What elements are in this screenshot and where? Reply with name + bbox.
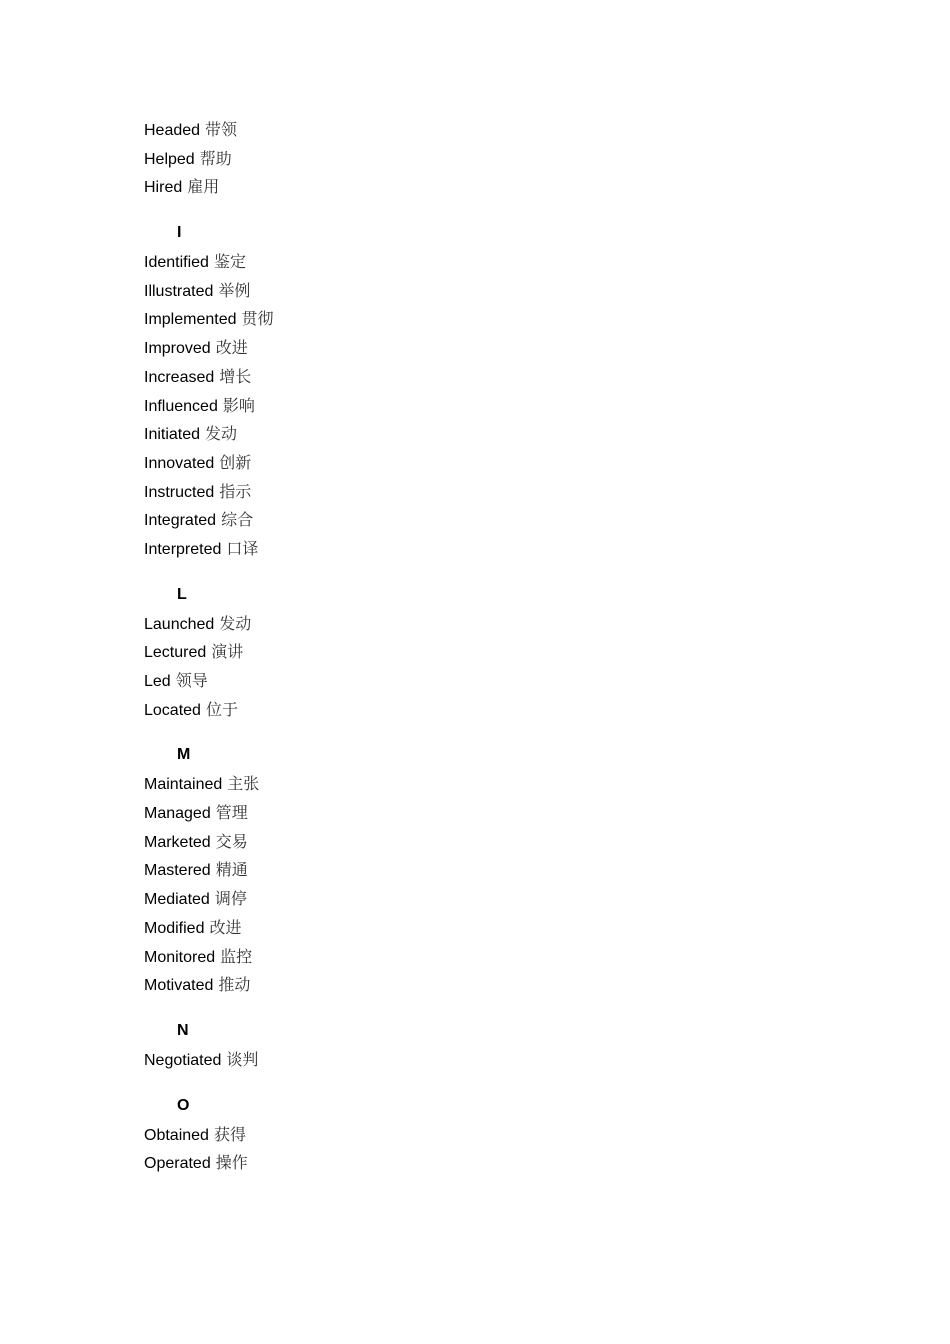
vocab-entry [144,535,844,564]
chinese-translation: 领导 [175,671,208,690]
vocab-entry [144,173,844,202]
english-word: Led [144,673,171,690]
chinese-translation: 主张 [227,774,260,794]
english-word: Influenced [144,397,218,415]
vocab-entry [144,116,844,145]
chinese-translation: 鉴定 [213,252,246,272]
chinese-translation: 调停 [214,889,247,909]
chinese-translation: 增长 [219,366,252,386]
vocab-entry [144,696,844,725]
vocab-entry [144,449,844,478]
letter-section [144,1091,844,1178]
vocab-entry [144,145,844,174]
chinese-translation: 位于 [205,699,238,719]
chinese-translation: 帮助 [199,148,232,168]
english-word: Initiated [144,426,201,444]
english-word: Mediated [144,891,210,909]
vocab-entry [144,420,844,449]
vocab-entry [144,334,844,363]
english-word: Obtained [144,1126,209,1144]
chinese-translation: 雇用 [187,177,220,197]
english-word: Located [144,701,201,719]
vocab-entry [144,667,844,696]
chinese-translation: 管理 [215,803,248,823]
english-word: Marketed [144,833,211,851]
chinese-translation: 影响 [222,395,255,415]
english-word: Improved [144,340,211,358]
english-word: Motivated [144,977,214,995]
vocab-entry [144,914,844,943]
vocab-entry [144,1046,844,1075]
letter-heading: I [177,224,182,242]
chinese-translation: 演讲 [211,642,244,662]
chinese-translation: 精通 [215,860,248,880]
chinese-translation: 综合 [221,510,254,530]
english-word: Lectured [144,644,207,662]
english-word: Identified [144,254,209,272]
english-word: Interpreted [144,540,222,558]
letter-section [144,116,844,202]
chinese-translation: 发动 [219,613,252,633]
letter-section [144,740,844,1000]
vocab-entry [144,943,844,972]
chinese-translation: 改进 [215,338,248,358]
english-word: Innovated [144,454,215,472]
letter-section [144,1016,844,1075]
chinese-translation: 推动 [218,975,251,995]
letter-heading: N [177,1021,189,1039]
chinese-translation: 发动 [205,424,238,444]
vocab-entry [144,1149,844,1178]
chinese-translation: 带领 [205,120,238,139]
letter-section [144,580,844,725]
english-word: Headed [144,122,201,139]
english-word: Illustrated [144,282,214,300]
english-word: Maintained [144,776,223,794]
chinese-translation: 口译 [226,538,259,558]
vocab-entry [144,885,844,914]
vocab-entry [144,305,844,334]
chinese-translation: 贯彻 [241,309,274,329]
chinese-translation: 创新 [219,452,252,472]
vocab-entry [144,770,844,799]
vocab-entry [144,971,844,1000]
chinese-translation: 指示 [219,481,252,501]
chinese-translation: 操作 [215,1153,248,1173]
chinese-translation: 谈判 [226,1049,259,1069]
chinese-translation: 获得 [213,1124,246,1144]
letter-heading: M [177,746,191,764]
vocab-entry [144,856,844,885]
chinese-translation: 交易 [215,831,248,851]
english-word: Mastered [144,862,211,880]
english-word: Helped [144,150,195,168]
vocab-entry [144,363,844,392]
letter-section [144,218,844,564]
vocab-entry [144,478,844,507]
vocab-entry [144,506,844,535]
letter-heading: O [177,1096,190,1114]
english-word: Increased [144,368,215,386]
vocab-entry [144,828,844,857]
english-word: Instructed [144,483,215,501]
chinese-translation: 举例 [218,280,251,300]
english-word: Hired [144,179,183,197]
vocab-entry [144,392,844,421]
chinese-translation: 改进 [209,917,242,937]
vocab-entry [144,799,844,828]
english-word: Modified [144,919,205,937]
word-list-document [144,116,844,1178]
vocab-entry [144,248,844,277]
english-word: Integrated [144,512,217,530]
vocab-entry [144,638,844,667]
english-word: Launched [144,615,215,633]
vocab-entry [144,277,844,306]
vocab-entry [144,1121,844,1150]
chinese-translation: 监控 [220,946,253,966]
letter-heading: L [177,585,187,603]
english-word: Managed [144,805,211,823]
english-word: Operated [144,1155,211,1173]
english-word: Implemented [144,311,237,329]
english-word: Negotiated [144,1051,222,1069]
english-word: Monitored [144,948,216,966]
vocab-entry [144,610,844,639]
